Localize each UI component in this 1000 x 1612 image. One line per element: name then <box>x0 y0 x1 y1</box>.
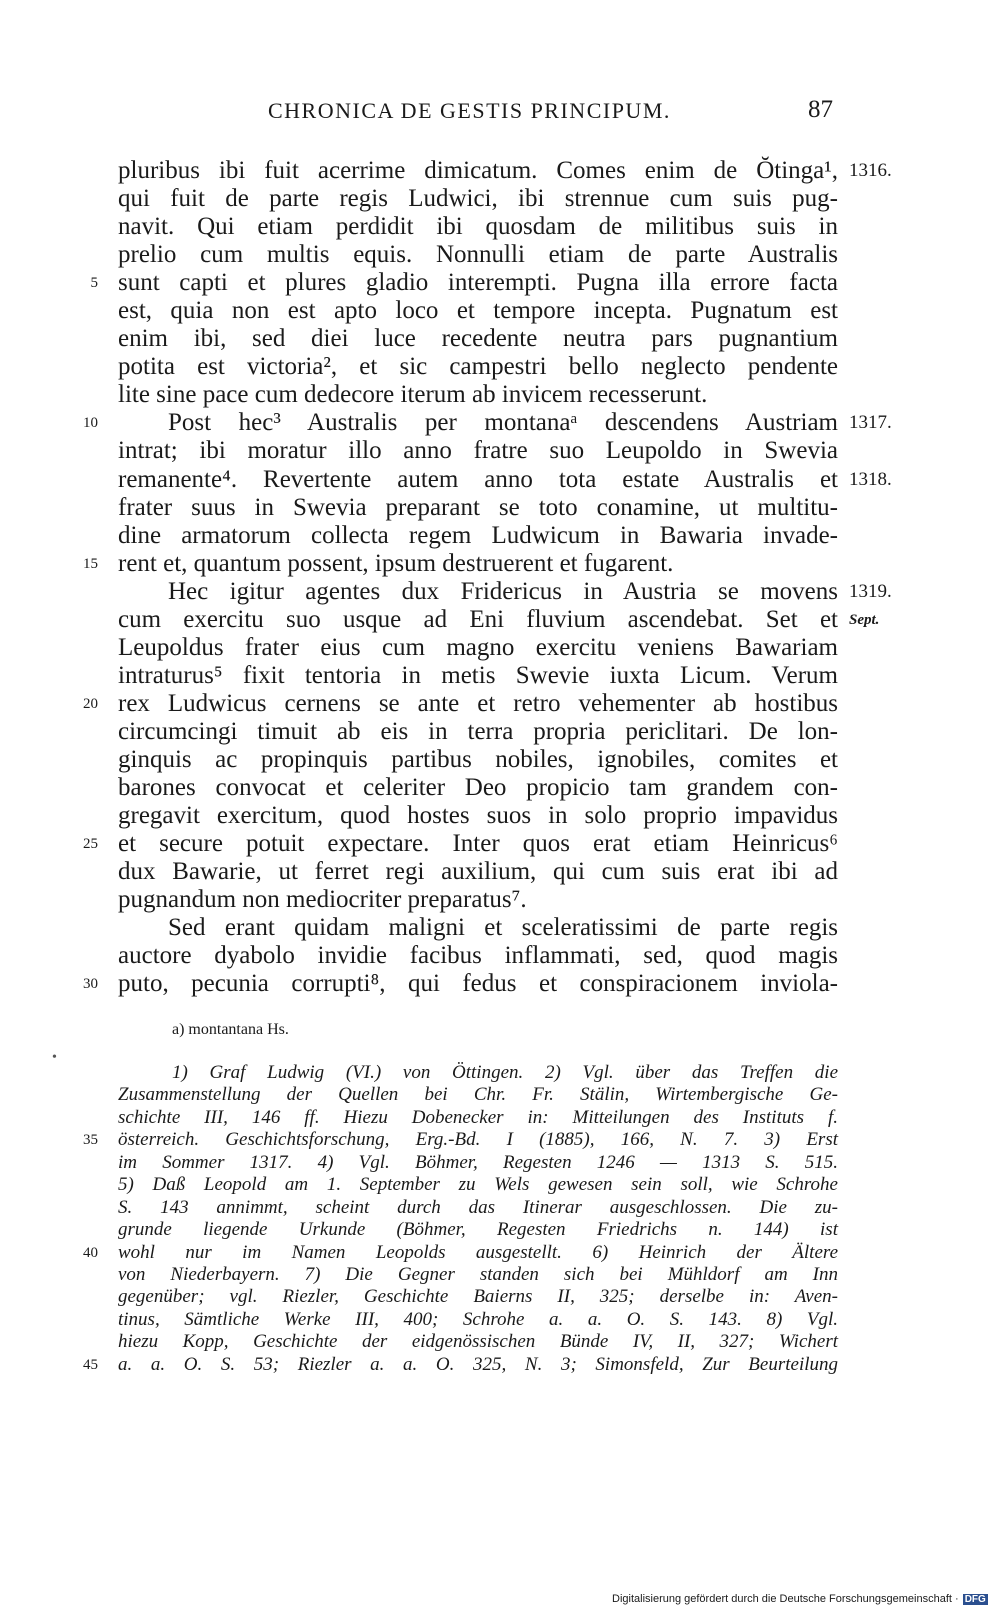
line-number: 40 <box>83 1244 98 1261</box>
line-text: Hec igitur agentes dux Fridericus in Austria se movens <box>168 577 838 605</box>
line-text: Post hec³ Australis per montanaᵃ descendens Austriam <box>168 409 838 437</box>
line-text: potita est victoria², et sic campestri bello neglecto pendente <box>118 353 838 381</box>
running-title: CHRONICA DE GESTIS PRINCIPUM. <box>268 98 671 123</box>
text-line <box>0 774 1000 802</box>
text-line <box>0 437 1000 465</box>
footnote-text: 1) Graf Ludwig (VI.) von Öttingen. 2) Vgl. über das Treffen die <box>172 1062 838 1083</box>
footnote-text: hiezu Kopp, Geschichte der eidgenössischen Bünde IV, II, 327; Wichert <box>118 1331 838 1353</box>
footer-text: Digitalisierung gefördert durch die Deutsche Forschungsgemeinschaft · <box>612 1593 959 1605</box>
footnote-line <box>0 1084 1000 1106</box>
margin-date: Sept. <box>849 611 880 628</box>
footnote-text: wohl nur im Namen Leopolds ausgestellt. 6) Heinrich der Ältere <box>118 1241 838 1263</box>
text-line <box>0 830 1000 858</box>
footnote-text: tinus, Sämtliche Werke III, 400; Schrohe a. a. O. S. 143. 8) Vgl. <box>118 1308 838 1330</box>
text-line <box>0 802 1000 830</box>
text-line <box>0 381 1000 409</box>
text-line <box>0 409 1000 437</box>
line-text: navit. Qui etiam perdidit ibi quosdam de militibus suis in <box>118 213 838 241</box>
line-text: gregavit exercitum, quod hostes suos in solo proprio impavidus <box>118 802 838 830</box>
footnote-line <box>0 1197 1000 1219</box>
footnote-text: Zusammenstellung der Quellen bei Chr. Fr. Stälin, Wirtembergische Ge- <box>118 1084 838 1106</box>
line-text: Sed erant quidam maligni et sceleratissimi de parte regis <box>168 914 838 942</box>
text-line <box>0 185 1000 213</box>
text-line <box>0 606 1000 634</box>
line-text: et secure potuit expectare. Inter quos erat etiam Heinricus⁶ <box>118 830 838 858</box>
margin-date: 1319. <box>849 580 892 602</box>
footnote-text: österreich. Geschichtsforschung, Erg.-Bd. I (1885), 166, N. 7. 3) Erst <box>118 1129 838 1151</box>
line-number: 10 <box>83 415 98 432</box>
footnote-text: gegenüber; vgl. Riezler, Geschichte Baierns II, 325; derselbe in: Aven- <box>118 1286 838 1308</box>
footnote-line <box>0 1354 1000 1376</box>
line-text: auctore dyabolo invidie facibus inflammati, sed, quod magis <box>118 942 838 970</box>
footnote-text: schichte III, 146 ff. Hiezu Dobenecker in: Mitteilungen des Instituts f. <box>118 1106 838 1128</box>
line-number: 45 <box>83 1356 98 1373</box>
footnote-line <box>0 1062 1000 1084</box>
text-line <box>0 522 1000 550</box>
dfg-logo: DFG <box>964 1594 986 1605</box>
text-line <box>0 746 1000 774</box>
text-line <box>0 634 1000 662</box>
text-line <box>0 466 1000 494</box>
line-text: puto, pecunia corrupti⁸, qui fedus et conspiracionem inviola- <box>118 970 838 998</box>
footnote-line <box>0 1152 1000 1174</box>
text-line <box>0 213 1000 241</box>
line-number: 15 <box>83 555 98 572</box>
line-number: 25 <box>83 836 98 853</box>
line-text: barones convocat et celeriter Deo propicio tam grandem con- <box>118 774 838 802</box>
line-text: dux Bawarie, ut ferret regi auxilium, qui cum suis erat ibi ad <box>118 858 838 886</box>
footnote-text: im Sommer 1317. 4) Vgl. Böhmer, Regesten 1246 — 1313 S. 515. <box>118 1151 838 1173</box>
line-text: sunt capti et plures gladio interempti. Pugna illa errore facta <box>118 269 838 297</box>
line-text: rex Ludwicus cernens se ante et retro vehementer ab hostibus <box>118 689 838 717</box>
text-line <box>0 942 1000 970</box>
line-text: rent et, quantum possent, ipsum destruerent et fugarent. <box>118 549 674 577</box>
footnote-line <box>0 1264 1000 1286</box>
text-line <box>0 886 1000 914</box>
footnote-text: a. a. O. S. 53; Riezler a. a. O. 325, N. 3; Simonsfeld, Zur Beurteilung <box>118 1353 838 1375</box>
margin-date: 1316. <box>849 160 892 181</box>
line-number: 30 <box>83 976 98 993</box>
text-line <box>0 578 1000 606</box>
footnote-text: von Niederbayern. 7) Die Gegner standen sich bei Mühldorf am Inn <box>118 1263 838 1285</box>
text-line <box>0 157 1000 185</box>
line-text: intraturus⁵ fixit tentoria in metis Swevie iuxta Licum. Verum <box>118 661 838 689</box>
text-line <box>0 241 1000 269</box>
page-number: 87 <box>808 96 833 123</box>
line-text: pluribus ibi fuit acerrime dimicatum. Comes enim de Ŏtinga¹, <box>118 157 838 184</box>
line-text: remanente⁴. Revertente autem anno tota estate Australis et <box>118 465 838 493</box>
footnote-line <box>0 1242 1000 1264</box>
footnote-text: grunde liegende Urkunde (Böhmer, Regesten Friedrichs n. 144) ist <box>118 1219 838 1241</box>
text-line <box>0 353 1000 381</box>
margin-date: 1318. <box>849 468 892 490</box>
text-line <box>0 269 1000 297</box>
line-number: 20 <box>83 695 98 712</box>
line-text: ginquis ac propinquis partibus nobiles, ignobiles, comites et <box>118 745 838 773</box>
footnote-line <box>0 1286 1000 1308</box>
footnote-line <box>0 1219 1000 1241</box>
main-text <box>0 157 1000 998</box>
margin-date: 1317. <box>849 412 892 434</box>
text-line <box>0 718 1000 746</box>
text-line <box>0 914 1000 942</box>
line-text: frater suus in Swevia preparant se toto conamine, ut multitu- <box>118 493 838 521</box>
footnote-text: 5) Daß Leopold am 1. September zu Wels gewesen sein soll, wie Schrohe <box>118 1174 838 1196</box>
line-text: enim ibi, sed diei luce recedente neutra pars pugnantium <box>118 325 838 353</box>
margin-mark: • <box>52 1050 57 1065</box>
digitization-footer <box>612 1593 988 1605</box>
line-text: prelio cum multis equis. Nonnulli etiam de parte Australis <box>118 241 838 269</box>
footnote-line <box>0 1174 1000 1196</box>
footnote-line <box>0 1331 1000 1353</box>
line-text: intrat; ibi moratur illo anno fratre suo Leupoldo in Swevia <box>118 437 838 465</box>
line-text: pugnandum non mediocriter preparatus⁷. <box>118 886 527 914</box>
text-line <box>0 325 1000 353</box>
footnote-line <box>0 1107 1000 1129</box>
text-line <box>0 970 1000 998</box>
text-line <box>0 662 1000 690</box>
running-header <box>0 98 1000 128</box>
line-text: cum exercitu suo usque ad Eni fluvium ascendebat. Set et <box>118 605 838 633</box>
footnote-line <box>0 1129 1000 1151</box>
text-line <box>0 297 1000 325</box>
line-number: 35 <box>83 1132 98 1149</box>
line-number: 5 <box>90 275 98 292</box>
footnote-text: S. 143 annimmt, scheint durch das Itinerar ausgeschlossen. Die zu- <box>118 1196 838 1218</box>
line-text: circumcingi timuit ab eis in terra propria periclitari. De lon- <box>118 717 838 745</box>
text-line <box>0 550 1000 578</box>
line-text: Leupoldus frater eius cum magno exercitu veniens Bawariam <box>118 633 838 661</box>
text-line <box>0 858 1000 886</box>
text-line <box>0 494 1000 522</box>
footnotes <box>0 1062 1000 1376</box>
apparatus-note: a) montantana Hs. <box>172 1021 289 1038</box>
line-text: qui fuit de parte regis Ludwici, ibi strennue cum suis pug- <box>118 185 838 213</box>
text-line <box>0 690 1000 718</box>
line-text: dine armatorum collecta regem Ludwicum in Bawaria invade- <box>118 521 838 549</box>
line-text: est, quia non est apto loco et tempore incepta. Pugnatum est <box>118 297 838 325</box>
footnote-line <box>0 1309 1000 1331</box>
line-text: lite sine pace cum dedecore iterum ab invicem recesserunt. <box>118 381 708 409</box>
